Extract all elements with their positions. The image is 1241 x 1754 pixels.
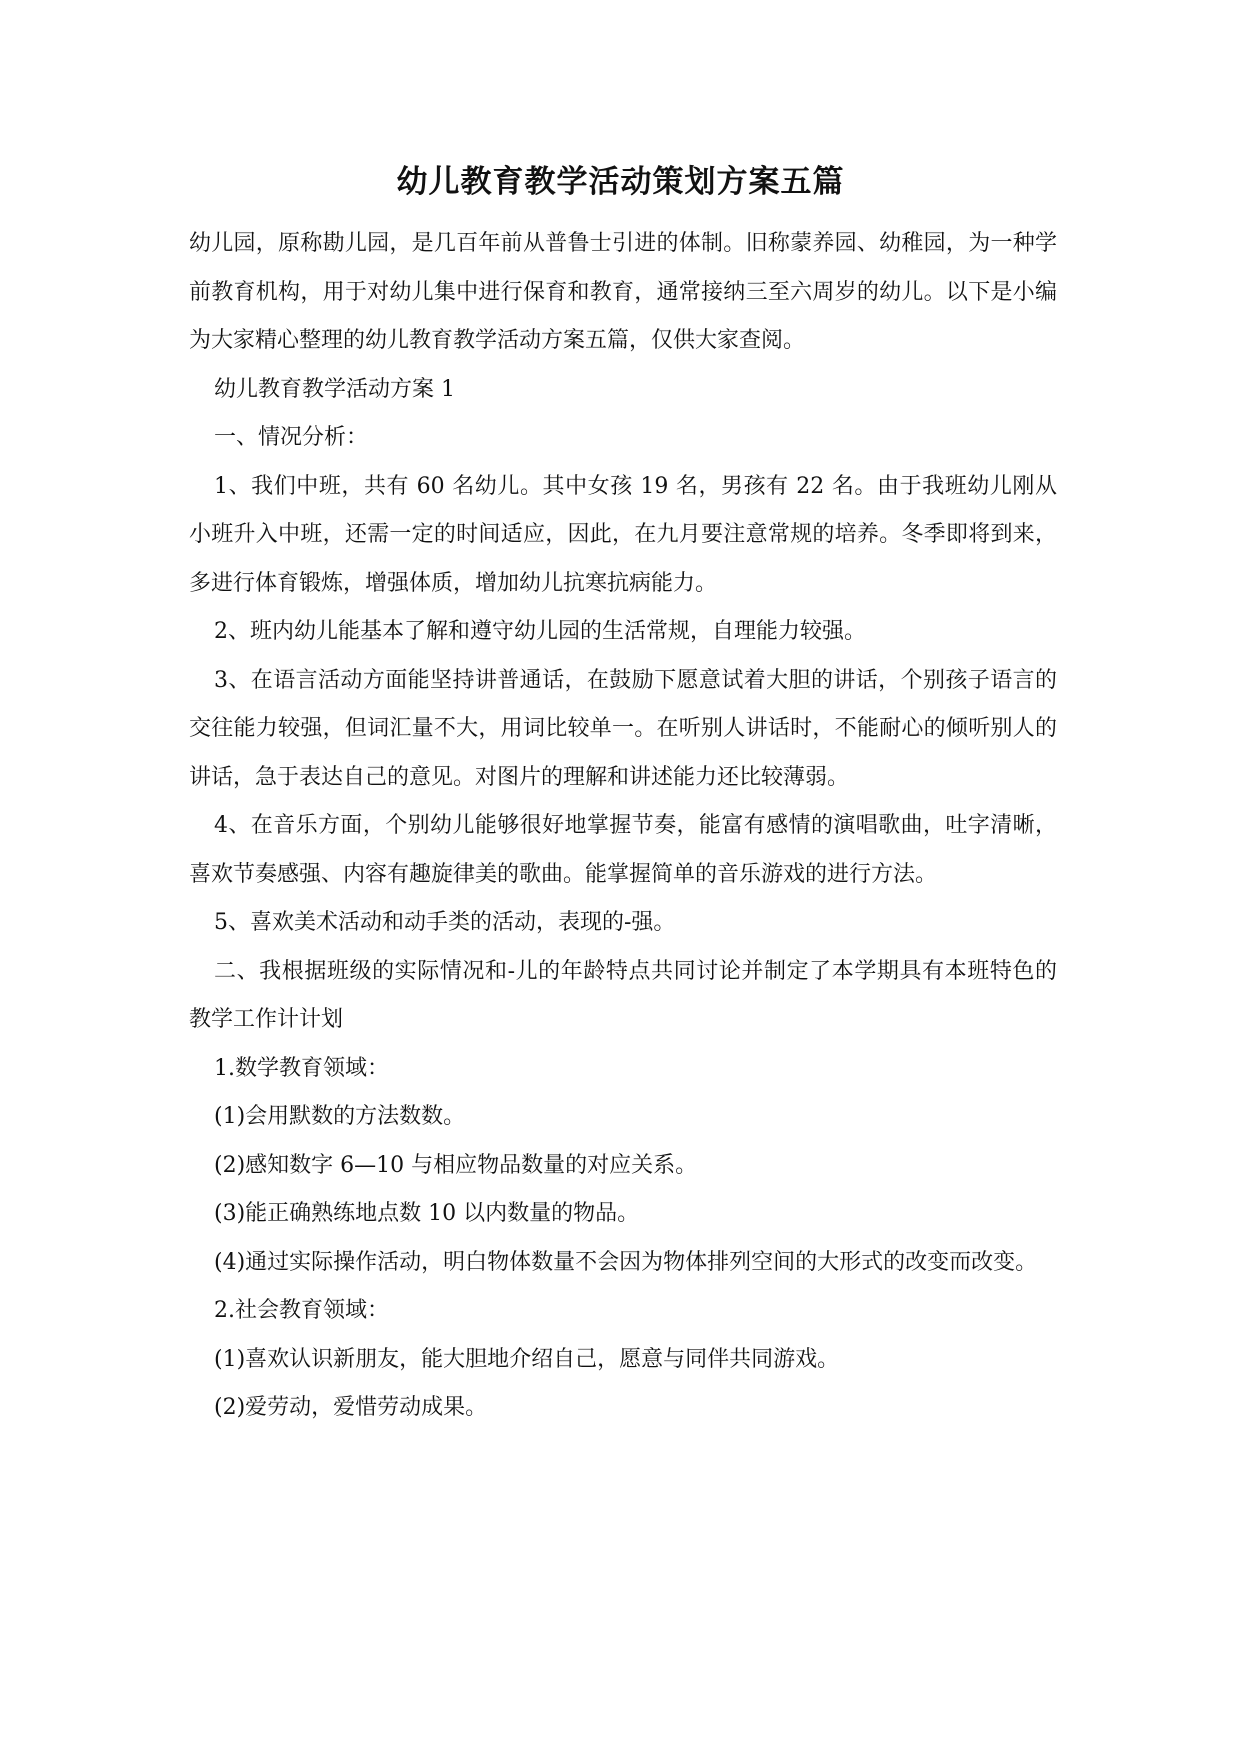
paragraph: 3、在语言活动方面能坚持讲普通话，在鼓励下愿意试着大胆的讲话，个别孩子语言的交往能力较强，但词汇量不大，用词比较单一。在听别人讲话时，不能耐心的倾听别人的讲话，急于表达自己的意见。对图片的理解和讲述能力还比较薄弱。 (189, 667, 1057, 790)
paragraph: (3)能正确熟练地点数 10 以内数量的物品。 (214, 1201, 640, 1226)
paragraph: 2、班内幼儿能基本了解和遵守幼儿园的生活常规，自理能力较强。 (214, 619, 866, 644)
paragraph: 幼儿教育教学活动方案 1 (214, 376, 455, 402)
paragraph: 一、情况分析： (214, 425, 369, 450)
paragraph: (4)通过实际操作活动，明白物体数量不会因为物体排列空间的大形式的改变而改变。 (214, 1249, 1038, 1275)
document-body (189, 220, 1057, 1433)
paragraph: 1、我们中班，共有 60 名幼儿。其中女孩 19 名，男孩有 22 名。由于我班幼儿刚从小班升入中班，还需一定的时间适应，因此，在九月要注意常规的培养。冬季即将到来，多进行体育锻炼，增强体质，增加幼儿抗寒抗病能力。 (189, 473, 1057, 596)
paragraph: 二、我根据班级的实际情况和-儿的年龄特点共同讨论并制定了本学期具有本班特色的教学工作计计划 (189, 958, 1057, 1032)
paragraph: 幼儿园，原称勘儿园，是几百年前从普鲁士引进的体制。旧称蒙养园、幼稚园，为一种学前教育机构，用于对幼儿集中进行保育和教育，通常接纳三至六周岁的幼儿。以下是小编为大家精心整理的幼儿教育教学活动方案五篇，仅供大家查阅。 (189, 231, 1057, 353)
paragraph: 4、在音乐方面，个别幼儿能够很好地掌握节奏，能富有感情的演唱歌曲，吐字清晰，喜欢节奏感强、内容有趣旋律美的歌曲。能掌握简单的音乐游戏的进行方法。 (189, 813, 1057, 887)
paragraph: 1.数学教育领域： (214, 1055, 389, 1081)
paragraph: (2)爱劳动，爱惜劳动成果。 (214, 1395, 488, 1420)
paragraph: (1)喜欢认识新朋友，能大胆地介绍自己，愿意与同伴共同游戏。 (214, 1346, 840, 1372)
paragraph: 5、喜欢美术活动和动手类的活动，表现的-强。 (214, 910, 676, 935)
paragraph: (1)会用默数的方法数数。 (214, 1104, 466, 1129)
paragraph: 2.社会教育领域： (214, 1298, 389, 1323)
document-title: 幼儿教育教学活动策划方案五篇 (396, 164, 845, 200)
paragraph: (2)感知数字 6—10 与相应物品数量的对应关系。 (214, 1152, 698, 1178)
